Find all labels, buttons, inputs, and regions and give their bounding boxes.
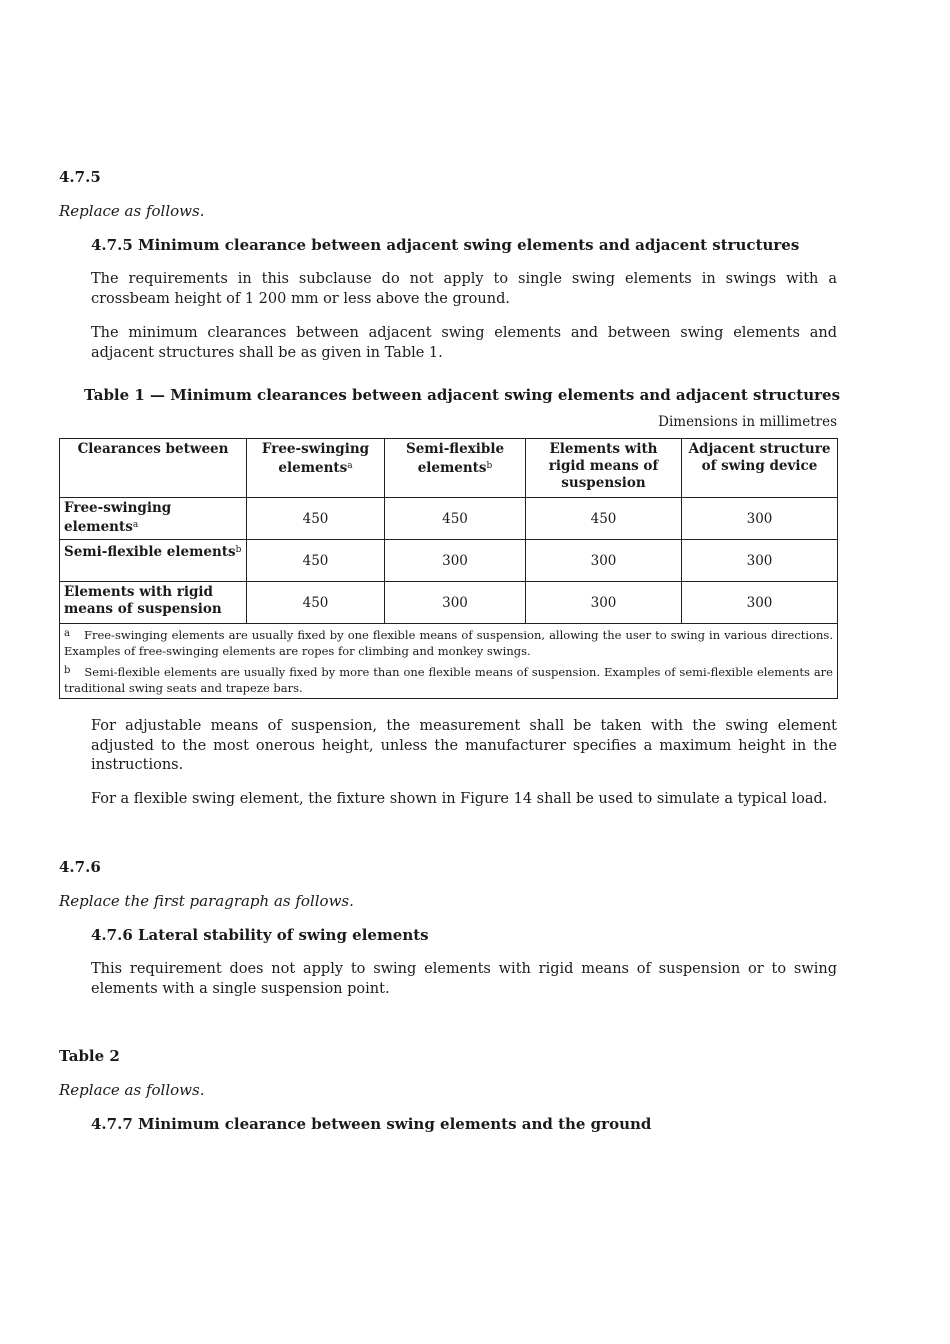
row-label-free-swinging: Free-swinging elements$^a$: [60, 498, 247, 540]
table-cell: 450: [526, 498, 682, 540]
clause-number-4-7-6: 4.7.6: [59, 858, 101, 876]
table-cell: 450: [385, 498, 526, 540]
table-cell: 300: [385, 540, 526, 582]
header-rigid-suspension: Elements with rigid means of suspension: [526, 439, 682, 498]
heading-4-7-7: 4.7.7 Minimum clearance between swing elements and the ground: [91, 1115, 652, 1133]
table-footnote-a: a Free-swinging elements are usually fixed by one flexible means of suspension, allowing the user to swing in various directions. Examples of free-swinging elements are ropes for climbing and monkey swings.: [60, 624, 838, 662]
paragraph-4-7-5-clearances: The minimum clearances between adjacent swing elements and between swing elements and adjacent structures shall be as given in Table 1.: [91, 325, 837, 361]
table-row: [60, 540, 838, 582]
row-label-rigid-suspension: Elements with rigid means of suspension: [60, 582, 247, 624]
table-cell: 300: [682, 582, 838, 624]
table-cell: 300: [682, 540, 838, 582]
table-footnote-row: [60, 661, 838, 699]
instruction-4-7-6: Replace the first paragraph as follows.: [59, 892, 354, 910]
table-1-title: Table 1 — Minimum clearances between adjacent swing elements and adjacent structures: [84, 386, 841, 404]
paragraph-4-7-6: This requirement does not apply to swing elements with rigid means of suspension or to swing elements with a single suspension point.: [91, 961, 837, 997]
instruction-table-2: Replace as follows.: [59, 1081, 205, 1099]
header-free-swinging: Free-swinging elements$^a$: [247, 439, 385, 498]
heading-4-7-6: 4.7.6 Lateral stability of swing elements: [91, 926, 429, 944]
header-semi-flexible: Semi-flexible elements$^b$: [385, 439, 526, 498]
table-cell: 450: [247, 582, 385, 624]
row-label-semi-flexible: Semi-flexible elements$^b$: [60, 540, 247, 582]
table-cell: 450: [247, 540, 385, 582]
table-footnote-row: [60, 624, 838, 662]
instruction-4-7-5: Replace as follows.: [59, 202, 205, 220]
table-1: [59, 438, 838, 699]
paragraph-adjustable-suspension: For adjustable means of suspension, the measurement shall be taken with the swing element adjusted to the most onerous height, unless the manufacturer specifies a maximum height in the instructions.: [91, 718, 837, 773]
paragraph-4-7-5-scope: The requirements in this subclause do not apply to single swing elements in swings with a crossbeam height of 1 200 mm or less above the ground.: [91, 271, 837, 307]
heading-4-7-5: 4.7.5 Minimum clearance between adjacent swing elements and adjacent structures: [91, 236, 800, 254]
table-cell: 300: [682, 498, 838, 540]
paragraph-flexible-swing-fixture: For a flexible swing element, the fixture shown in Figure 14 shall be used to simulate a typical load.: [91, 791, 828, 807]
header-adjacent-structure: Adjacent structure of swing device: [682, 439, 838, 498]
table-header-row: [60, 439, 838, 498]
table-footnote-b: b Semi-flexible elements are usually fixed by more than one flexible means of suspension. Examples of semi-flexible elements are traditional swing seats and trapeze bars.: [60, 661, 838, 699]
table-cell: 300: [526, 540, 682, 582]
table-cell: 300: [385, 582, 526, 624]
table-cell: 450: [247, 498, 385, 540]
table-row: [60, 498, 838, 540]
clause-number-4-7-5: 4.7.5: [59, 168, 101, 186]
header-clearances-between: Clearances between: [60, 439, 247, 498]
clause-table-2: Table 2: [59, 1047, 120, 1065]
table-row: [60, 582, 838, 624]
table-1-dimensions-note: Dimensions in millimetres: [658, 414, 837, 430]
table-cell: 300: [526, 582, 682, 624]
